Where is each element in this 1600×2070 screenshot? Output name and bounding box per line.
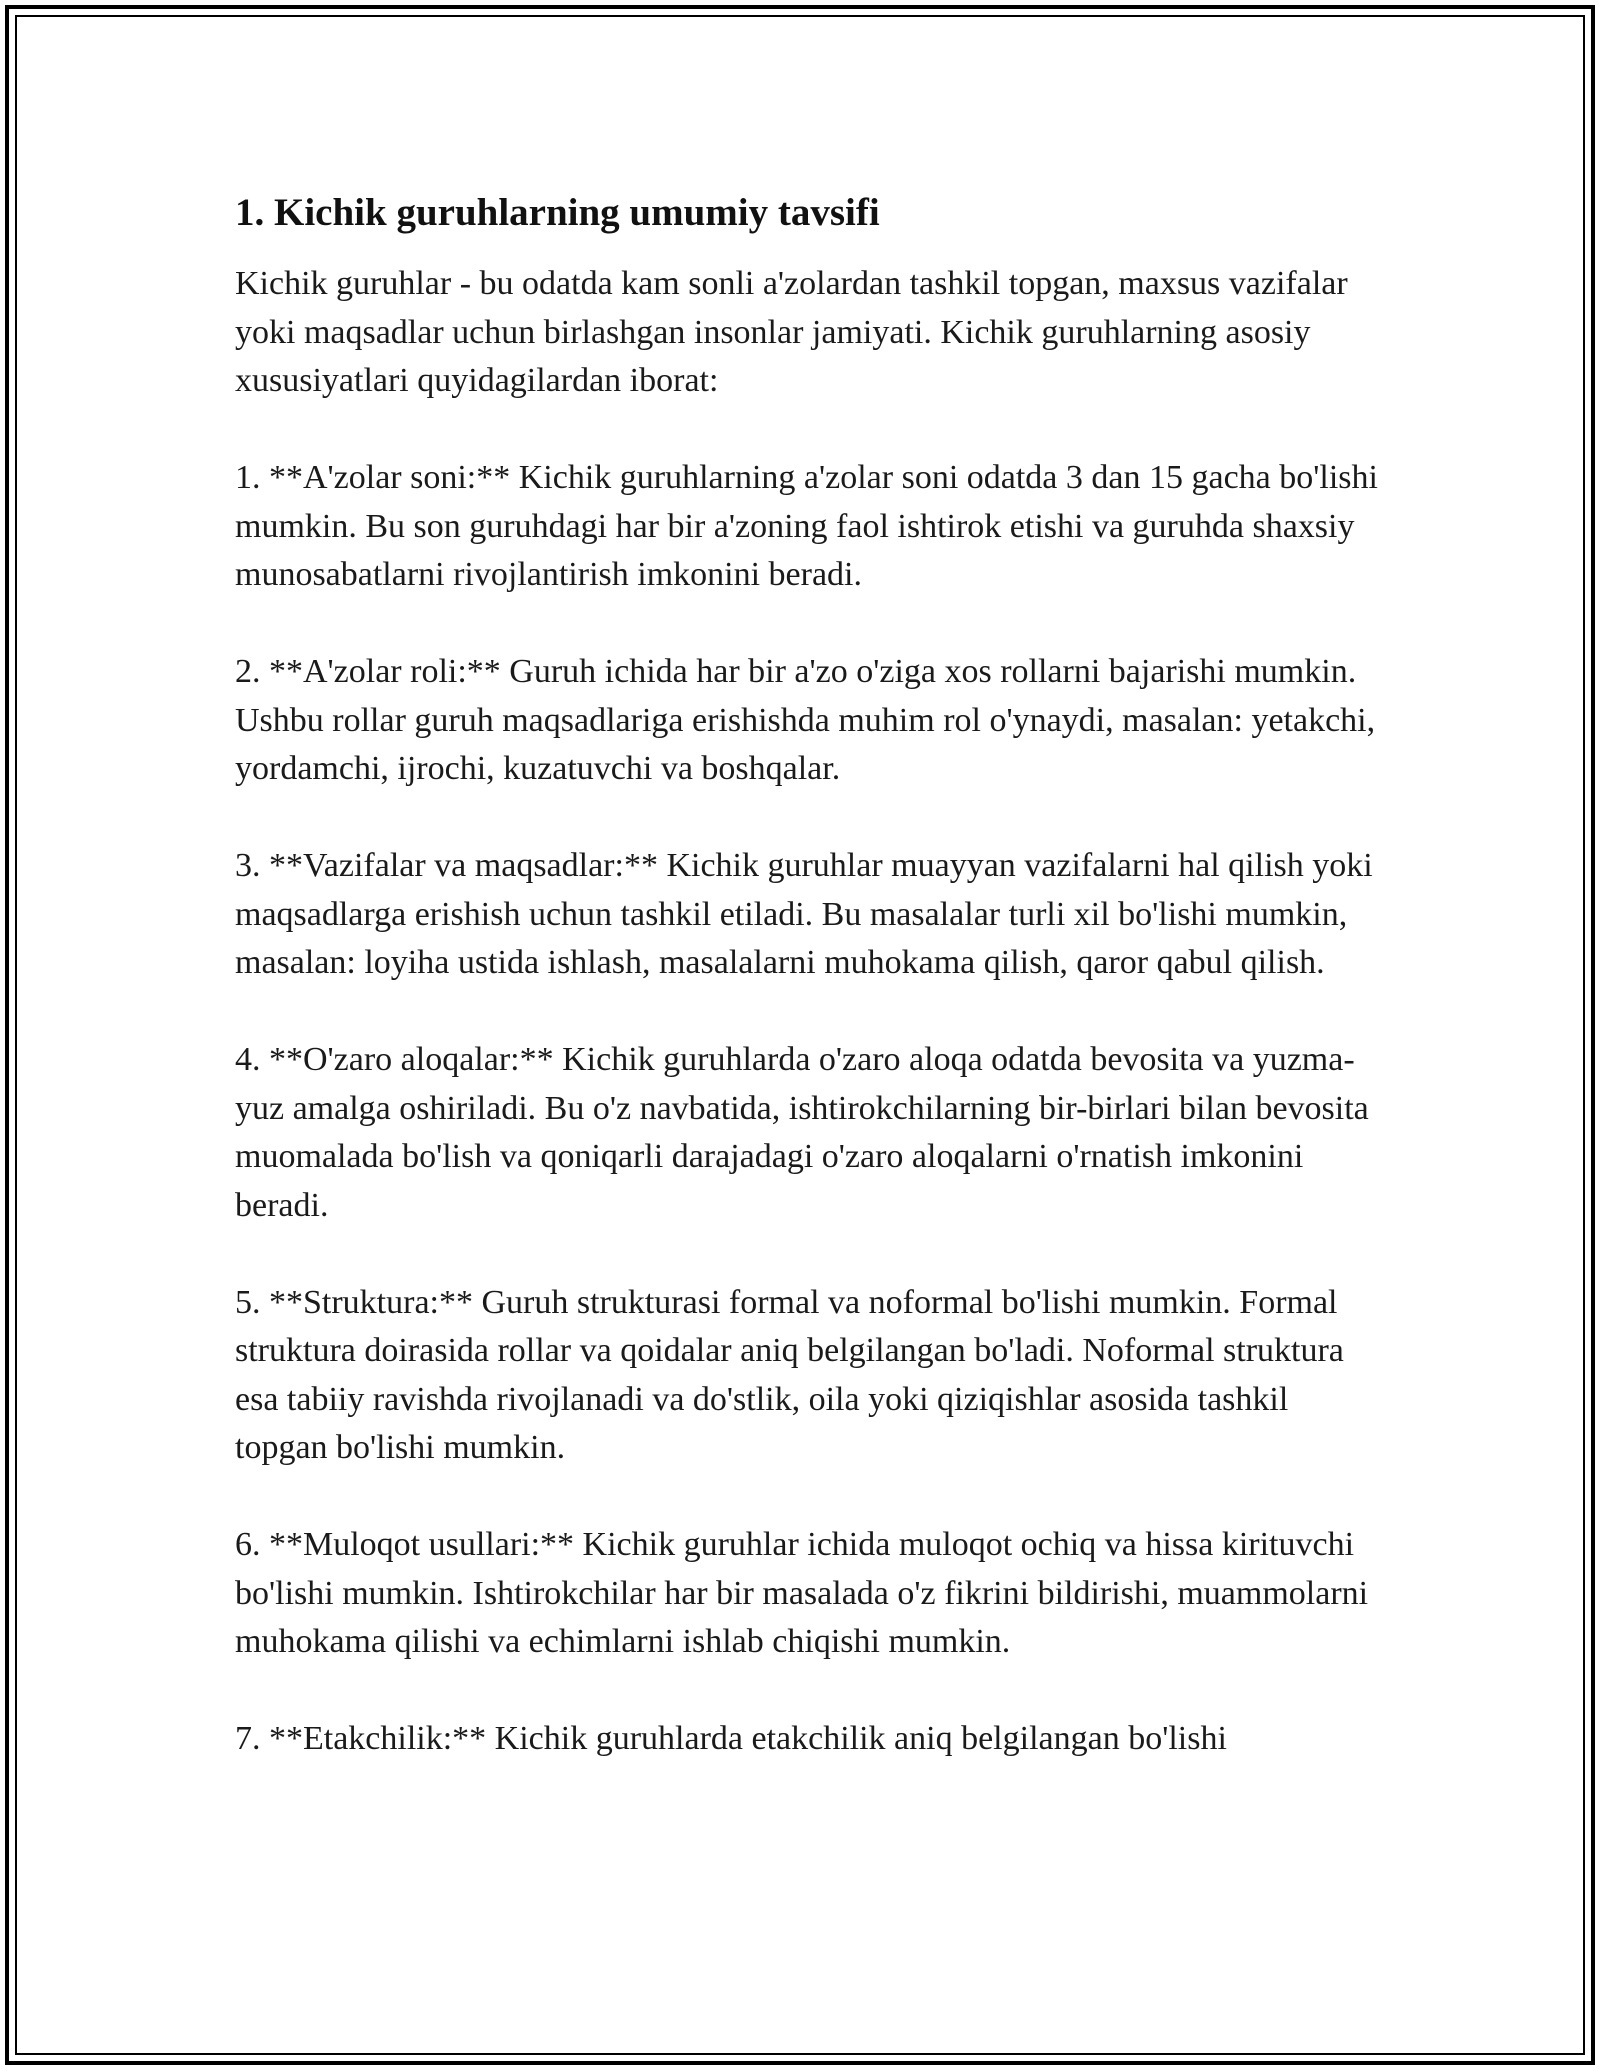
list-item-struktura: 5. **Struktura:** Guruh strukturasi formal va noformal bo'lishi mumkin. Formal struktura doirasida rollar va qoidalar aniq belgilangan bo'ladi. Noformal struktura esa tabiiy ravishda rivojlanadi va do'stlik, oila yoki qiziqishlar asosida tashkil topgan bo'lishi mumkin. xyxy=(235,1283,1344,1466)
list-item-etakchilik: 7. **Etakchilik:** Kichik guruhlarda etakchilik aniq belgilangan bo'lishi xyxy=(235,1720,1227,1757)
list-item-azolar-soni: 1. **A'zolar soni:** Kichik guruhlarning a'zolar soni odatda 3 dan 15 gacha bo'lishi mumkin. Bu son guruhdagi har bir a'zoning faol ishtirok etishi va guruhda shaxsiy munosabatlarni rivojlantirish imkonini beradi. xyxy=(235,459,1378,593)
list-item-vazifalar: 3. **Vazifalar va maqsadlar:** Kichik guruhlar muayyan vazifalarni hal qilish yoki maqsadlarga erishish uchun tashkil etiladi. Bu masalalar turli xil bo'lishi mumkin, masalan: loyiha ustida ishlash, masalalarni muhokama qilish, qaror qabul qilish. xyxy=(235,847,1373,981)
document-body xyxy=(235,186,1385,1764)
list-item-azolar-roli: 2. **A'zolar roli:** Guruh ichida har bir a'zo o'ziga xos rollarni bajarishi mumkin. Ushbu rollar guruh maqsadlariga erishishda muhim rol o'ynaydi, masalan: yetakchi, yordamchi, ijrochi, kuzatuvchi va boshqalar. xyxy=(235,653,1376,787)
list-item-muloqot-usullari: 6. **Muloqot usullari:** Kichik guruhlar ichida muloqot ochiq va hissa kirituvchi bo'lishi mumkin. Ishtirokchilar har bir masalada o'z fikrini bildirishi, muammolarni muhokama qilishi va echimlarni ishlab chiqishi mumkin. xyxy=(235,1526,1369,1660)
section-heading: 1. Kichik guruhlarning umumiy tavsifi xyxy=(235,191,880,234)
list-item-ozaro-aloqalar: 4. **O'zaro aloqalar:** Kichik guruhlarda o'zaro aloqa odatda bevosita va yuzma-yuz amalga oshiriladi. Bu o'z navbatida, ishtirokchilarning bir-birlari bilan bevosita muomalada bo'lish va qoniqarli darajadagi o'zaro aloqalarni o'rnatish imkonini beradi. xyxy=(235,1041,1369,1224)
intro-paragraph: Kichik guruhlar - bu odatda kam sonli a'zolardan tashkil topgan, maxsus vazifalar yoki maqsadlar uchun birlashgan insonlar jamiyati. Kichik guruhlarning asosiy xususiyatlari quyidagilardan iborat: xyxy=(235,265,1348,399)
